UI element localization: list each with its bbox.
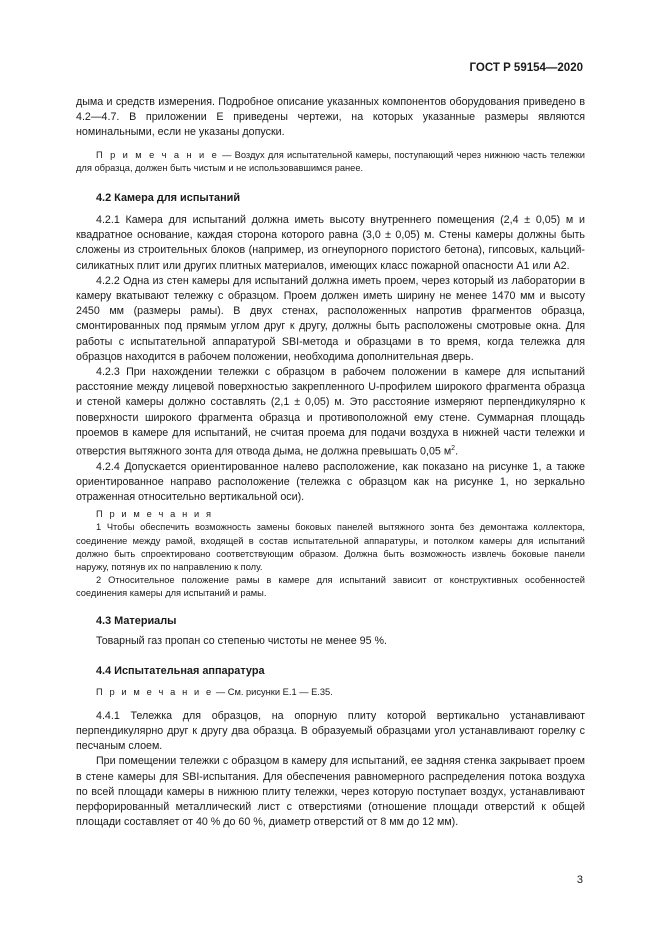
page-number: 3	[576, 874, 583, 886]
paragraph-4-2-4: 4.2.4 Допускается ориентированное налево расположение, как показано на рисунке 1, а также ориентированное направо расположение (тележка с образцом как на рисунке 1, но зеркально отраженная относительно вертикальной оси).	[76, 460, 585, 504]
paragraph-4-2-1: 4.2.1 Камера для испытаний должна иметь высоту внутреннего помещения (2,4 ± 0,05) м и квадратное основание, каждая сторона которого равна (3,0 ± 0,05) м. Стены камеры должны быть сложены из строительных блоков (например, из огнеупорного пористого бетона), гипсовых, кальций-силикатных плит или других плитных материалов, имеющих класс пожарной опасности А1 или А2.	[76, 214, 585, 272]
superscript: 2	[451, 445, 456, 453]
paragraph-4-2-3	[76, 365, 585, 460]
section-4-4-heading: 4.4 Испытательная аппаратура	[96, 664, 265, 677]
section-4-2-heading: 4.2 Камера для испытаний	[96, 192, 241, 205]
notes-title: П р и м е ч а н и я	[96, 509, 214, 520]
note-2: 2 Относительное положение рамы в камере для испытаний зависит от конструктивных особенностей соединения камеры для испытаний и рамы.	[76, 575, 585, 599]
note-text: — См. рисунки Е.1 — Е.35.	[213, 686, 333, 697]
note-1: 1 Чтобы обеспечить возможность замены боковых панелей вытяжного зонта без демонтажа коллектора, соединение между рамой, входящей в состав испытательной аппаратуры, и потолком камеры для испытаний должно быть спроектировано соответствующим образом. Должна быть возможность извлечь боковые панели наружу, потянув их по направлению к полу.	[76, 522, 585, 573]
intro-note	[76, 149, 585, 175]
paragraph-4-2-3-text: 4.2.3 При нахождении тележки с образцом в рабочем положении в камере для испытаний расстояние между лицевой поверхностью закрепленного U-профилем широкого фрагмента образца и стеной камеры должно составлять (2,1 ± 0,05) м. Это расстояние измеряют перпендикулярно к поверхности широкого фрагмента образца и противоположной ему стене. Суммарная площадь проемов в камере для испытаний, не считая проема для подачи воздуха в нижней части тележки и отверстия вытяжного зонта для отвода дыма, не должна превышать 0,05 м	[76, 366, 585, 458]
paragraph-4-4-1-continued: При помещении тележки с образцом в камеру для испытаний, ее задняя стенка закрывает проем в стене камеры для SBI-испытания. Для обеспечения равномерного распределения потока воздуха по всей площади камеры в нижнюю плиту тележки, через которую поступает воздух, устанавливают перфорированный металлический лист с отверстиями (отношение площади отверстий к общей площади составляет от 40 % до 60 %, диаметр отверстий от 8 мм до 12 мм).	[76, 755, 585, 829]
notes-block	[76, 508, 585, 600]
paragraph-4-4-1: 4.4.1 Тележка для образцов, на опорную плиту которой вертикально устанавливают перпендикулярно друг к другу два образца. В образуемый образцами угол устанавливают горелку с песчаным слоем.	[76, 709, 585, 753]
page-content	[76, 95, 585, 830]
note-label: П р и м е ч а н и е	[96, 149, 219, 160]
paragraph-end: .	[455, 445, 459, 458]
note-4-4	[76, 686, 585, 699]
note-label: П р и м е ч а н и е	[96, 686, 214, 697]
paragraph-4-3: Товарный газ пропан со степенью чистоты не менее 95 %.	[96, 634, 387, 647]
standard-header: ГОСТ Р 59154—2020	[469, 62, 583, 74]
paragraph-4-2-2: 4.2.2 Одна из стен камеры для испытаний должна иметь проем, через который из лаборатории в камеру вкатывают тележку с образцом. Проем должен иметь ширину не менее 1470 мм и высоту 2450 мм (размеры рамы). В двух стенах, расположенных напротив фрагментов образца, смонтированных под прямым углом друг к другу, должны быть расположены смотровые окна. Для работы с испытательной аппаратурой SBI-метода и образцами в то время, когда тележка для образцов находится в рабочем положении, необходима дополнительная дверь.	[76, 274, 585, 363]
section-4-3-heading: 4.3 Материалы	[96, 614, 177, 627]
note-text: — Воздух для испытательной камеры, поступающий через нижнюю часть тележки для образца, должен быть чистым и не использовавшимся ранее.	[76, 149, 585, 173]
intro-paragraph: дыма и средств измерения. Подробное описание указанных компонентов оборудования приведено в 4.2—4.7. В приложении Е приведены чертежи, на которых указанные размеры являются номинальными, если не указаны допуски.	[76, 96, 585, 139]
